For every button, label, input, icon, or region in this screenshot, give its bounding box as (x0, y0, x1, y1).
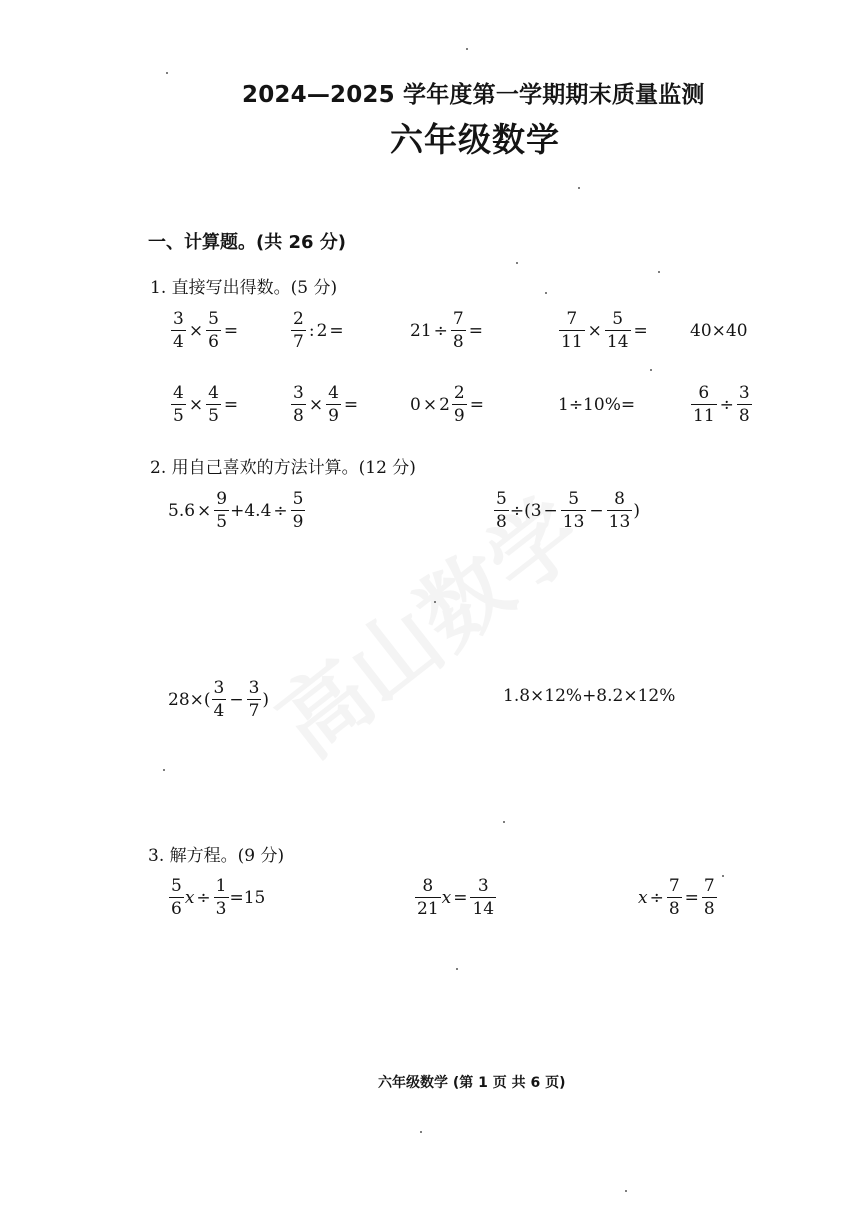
term: ) (262, 689, 270, 710)
exam-header: 2024—2025 学年度第一学期期末质量监测 (242, 82, 705, 108)
term: ) (633, 500, 640, 521)
fraction: $\frac{4}{5}$ (173, 383, 184, 426)
scan-speck (625, 1190, 627, 1192)
operator: − (589, 500, 604, 521)
scan-speck (166, 72, 168, 74)
oral-calc-item: $\frac{3}{8}$ × $\frac{4}{9}$ = (293, 383, 359, 426)
operator: ÷ (273, 500, 288, 521)
fraction: $\frac{4}{9}$ (328, 383, 339, 426)
fraction: $\frac{8}{21}$ (417, 876, 439, 919)
operator: = (684, 887, 699, 908)
scan-speck (658, 271, 660, 273)
fraction: $\frac{3}{4}$ (173, 309, 184, 352)
fraction: $\frac{5}{6}$ (171, 876, 182, 919)
fraction: $\frac{5}{6}$ (208, 309, 219, 352)
oral-calc-item: $\frac{2}{7}$ : 2 = (293, 309, 344, 352)
question-1-title: 1. 直接写出得数。(5 分) (150, 278, 338, 298)
operator: − (543, 500, 558, 521)
calc-problem-3 (168, 680, 269, 720)
term: =15 (229, 887, 266, 908)
fraction: $\frac{5}{8}$ (496, 489, 507, 532)
scan-speck (420, 1131, 422, 1133)
fraction: $\frac{8}{13}$ (608, 489, 631, 532)
fraction: $\frac{4}{5}$ (208, 383, 219, 426)
oral-calc-item: $\frac{3}{4}$ × $\frac{5}{6}$ = (173, 309, 239, 352)
term: 1.8×12%+8.2×12% (503, 686, 676, 706)
scan-speck (578, 187, 580, 189)
operator: = (453, 887, 468, 908)
equation-2 (414, 878, 497, 918)
fraction: $\frac{3}{8}$ (738, 383, 750, 426)
operator: ÷ (196, 887, 211, 908)
fraction: $\frac{3}{14}$ (472, 876, 495, 919)
variable: x (184, 887, 195, 908)
question-2-title: 2. 用自己喜欢的方法计算。(12 分) (150, 458, 416, 478)
page-footer: 六年级数学 (第 1 页 共 6 页) (378, 1075, 566, 1091)
equation-1 (168, 878, 265, 918)
page-title: 六年级数学 (390, 120, 560, 159)
variable: x (638, 887, 648, 908)
fraction: $\frac{3}{7}$ (248, 678, 260, 721)
equation-3 (638, 878, 718, 918)
fraction: $\frac{5}{14}$ (606, 309, 629, 352)
scan-speck (466, 48, 468, 50)
calc-problem-1 (168, 491, 306, 531)
oral-calc-item: 1÷10%= (558, 395, 636, 415)
question-3-title: 3. 解方程。(9 分) (148, 846, 285, 866)
calc-problem-4 (503, 688, 675, 705)
calc-problem-2 (493, 491, 640, 531)
operator: ÷ (649, 887, 664, 908)
operator: − (229, 689, 244, 710)
fraction: $\frac{7}{8}$ (668, 876, 680, 919)
fraction: $\frac{3}{4}$ (213, 678, 225, 721)
oral-calc-item: 40×40 (690, 321, 748, 341)
oral-calc-item: 21 ÷ $\frac{7}{8}$ = (410, 309, 483, 352)
oral-calc-item: 0 × 2 $\frac{2}{9}$ = (410, 383, 484, 426)
fraction: $\frac{2}{9}$ (453, 383, 465, 426)
scan-speck (456, 968, 458, 970)
fraction: $\frac{5}{13}$ (562, 489, 585, 532)
section-heading: 一、计算题。(共 26 分) (148, 232, 347, 253)
oral-calc-item: $\frac{6}{11}$ ÷ $\frac{3}{8}$ (693, 383, 750, 426)
scan-speck (516, 262, 518, 264)
term: 5.6 (168, 500, 196, 521)
scan-speck (545, 292, 547, 294)
term: ÷(3 (509, 500, 542, 521)
scan-speck (650, 369, 652, 371)
term: 28×( (168, 689, 211, 710)
variable: x (441, 887, 452, 908)
fraction: $\frac{6}{11}$ (693, 383, 715, 426)
fraction: $\frac{7}{8}$ (452, 309, 464, 352)
oral-calc-item: $\frac{4}{5}$ × $\frac{4}{5}$ = (173, 383, 239, 426)
fraction: $\frac{3}{8}$ (293, 383, 304, 426)
fraction: $\frac{7}{11}$ (561, 309, 583, 352)
scan-speck (163, 769, 165, 771)
scan-speck (722, 875, 724, 877)
fraction: $\frac{7}{8}$ (703, 876, 715, 919)
oral-calc-item: $\frac{7}{11}$ × $\frac{5}{14}$ = (561, 309, 648, 352)
operator: × (197, 500, 212, 521)
term: +4.4 (230, 500, 272, 521)
fraction: $\frac{1}{3}$ (215, 876, 227, 919)
fraction: $\frac{5}{9}$ (292, 489, 304, 532)
fraction: $\frac{2}{7}$ (293, 309, 304, 352)
fraction: $\frac{9}{5}$ (216, 489, 228, 532)
scan-speck (503, 821, 505, 823)
scan-speck (434, 601, 436, 603)
